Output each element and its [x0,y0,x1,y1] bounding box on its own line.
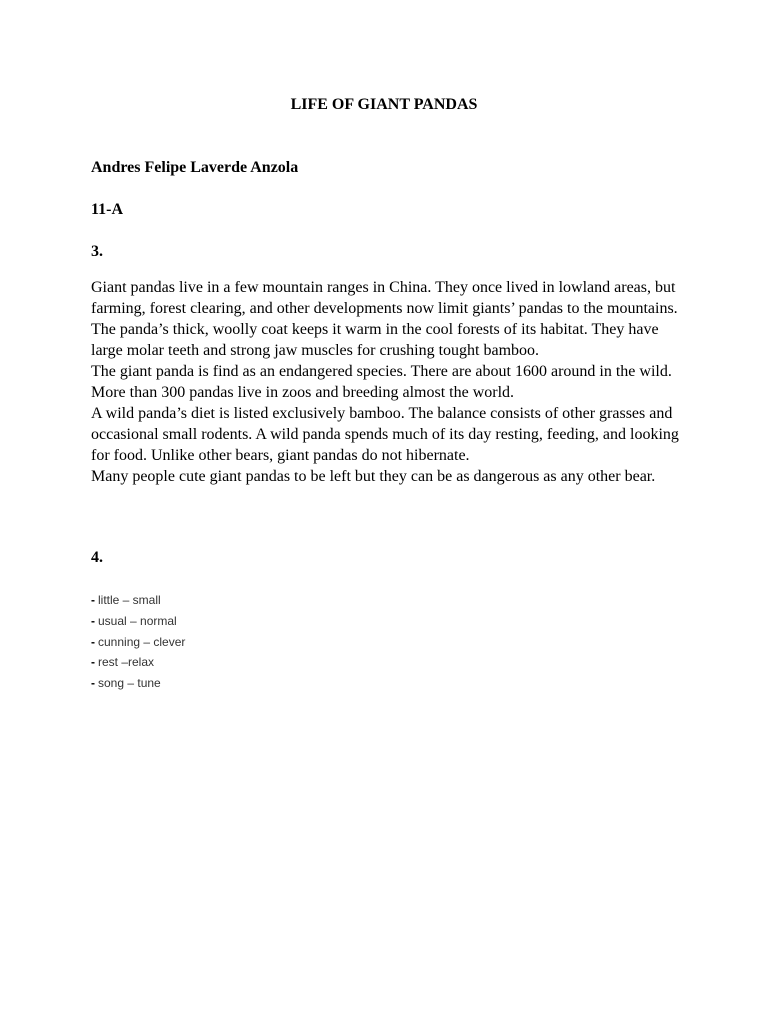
list-item [91,652,185,673]
synonym-list [91,590,185,694]
list-item-text: little – small [98,593,161,607]
list-item [91,611,185,632]
grade-label: 11-A [91,201,123,218]
paragraph-habitat: Giant pandas live in a few mountain ranges in China. They once lived in lowland areas, but farming, forest clearing, and other developments now limit giants’ pandas to the mountains. [91,279,678,317]
paragraph-endangered: The giant panda is find as an endangered species. There are about 1600 around in the wild. More than 300 pandas live in zoos and breeding almost the world. [91,363,672,401]
list-item-text: song – tune [98,676,161,691]
bullet-dash: - [91,676,95,691]
author-name: Andres Felipe Laverde Anzola [91,159,299,176]
bullet-dash: - [91,634,95,649]
document-title: LIFE OF GIANT PANDAS [290,96,478,113]
list-item-text: usual – normal [98,613,177,628]
list-item [91,673,185,694]
bullet-dash: - [91,613,95,628]
list-item-text: rest –relax [98,655,155,670]
list-item [91,632,185,653]
list-item [91,590,185,611]
list-item-text: cunning – clever [98,634,186,649]
paragraph-danger: Many people cute giant pandas to be left but they can be as dangerous as any other bear. [91,468,656,485]
paragraph-coat: The panda’s thick, woolly coat keeps it warm in the cool forests of its habitat. They have large molar teeth and strong jaw muscles for crushing tought bamboo. [91,321,659,359]
paragraph-diet: A wild panda’s diet is listed exclusively bamboo. The balance consists of other grasses and occasional small rodents. A wild panda spends much of its day resting, feeding, and looking for food. Unlike other bears, giant pandas do not hibernate. [91,405,679,464]
section-3-body [91,277,691,487]
bullet-dash: - [91,655,95,670]
section-4-heading: 4. [91,549,103,566]
bullet-dash: - [91,593,95,607]
section-3-heading: 3. [91,243,103,260]
